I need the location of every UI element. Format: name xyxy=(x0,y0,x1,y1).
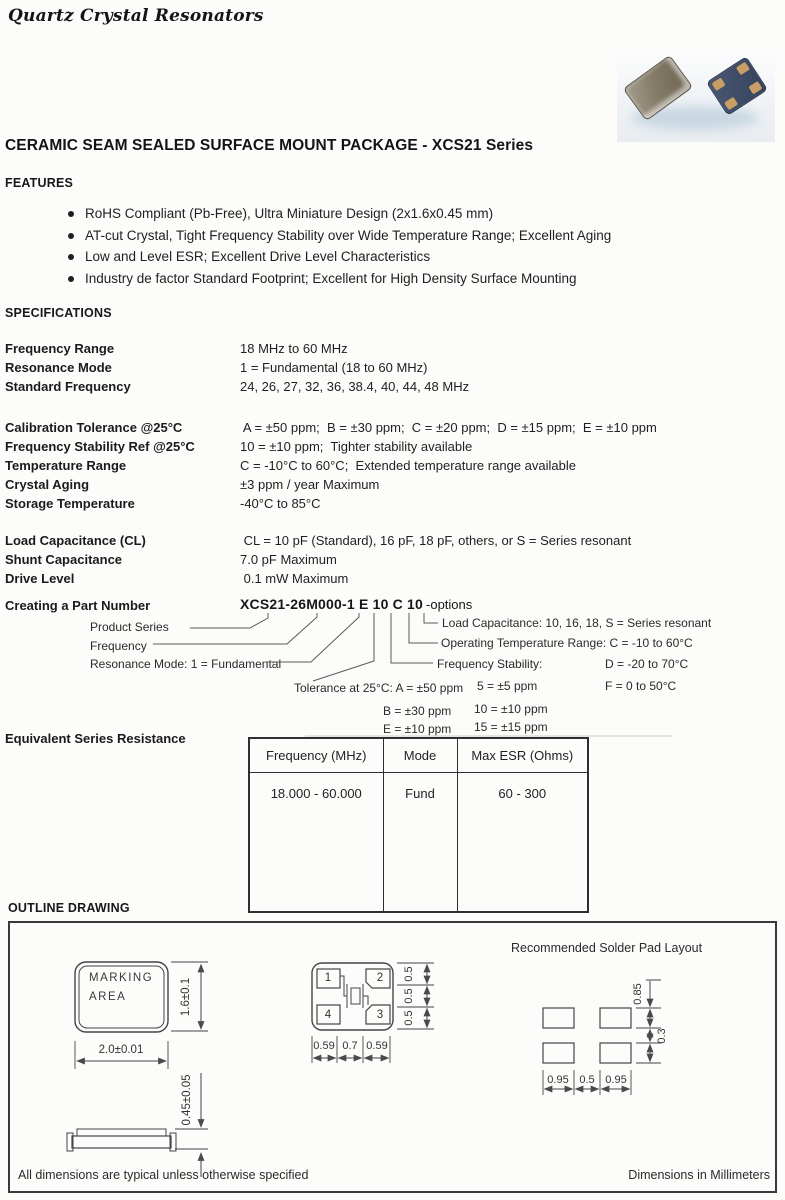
outline-footer-left: All dimensions are typical unless otherwise specified xyxy=(18,1168,309,1182)
features-heading: FEATURES xyxy=(5,176,74,190)
outline-footer-right: Dimensions in Millimeters xyxy=(628,1168,770,1182)
pn-label-op-temp-d: D = -20 to 70°C xyxy=(605,657,689,671)
chip-pad xyxy=(712,77,726,91)
part-number-code: XCS21-26M000-1 E 10 C 10 xyxy=(240,596,424,612)
pn-label-load-cap: Load Capacitance: 10, 16, 18, S = Series resonant xyxy=(442,616,712,630)
pn-label-resonance-mode: Resonance Mode: 1 = Fundamental xyxy=(90,657,282,671)
product-photo xyxy=(617,48,775,142)
spec-value: 24, 26, 27, 32, 36, 38.4, 40, 44, 48 MHz xyxy=(240,379,470,394)
spec-row xyxy=(5,531,657,550)
spec-value: C = -10°C to 60°C; Extended temperature range available xyxy=(240,458,576,473)
spec-row xyxy=(5,358,657,377)
pn-label-stability-15: 15 = ±15 ppm xyxy=(474,720,548,734)
esr-header-maxesr: Max ESR (Ohms) xyxy=(457,738,588,773)
pn-label-tolerance-b: B = ±30 ppm xyxy=(383,704,452,718)
spec-row xyxy=(5,418,657,437)
spec-label: Load Capacitance (CL) xyxy=(5,533,146,548)
pn-label-tolerance: Tolerance at 25°C: A = ±50 ppm xyxy=(294,681,464,695)
spec-label: Storage Temperature xyxy=(5,496,135,511)
esr-cell-frequency: 18.000 - 60.000 xyxy=(249,773,383,913)
spec-value: -40°C to 85°C xyxy=(240,496,321,511)
part-number xyxy=(240,596,472,612)
dim-solder-height: 0.85 xyxy=(632,983,644,1005)
spec-group xyxy=(5,531,657,588)
brand-title: Quartz Crystal Resonators xyxy=(8,6,264,26)
spec-label: Shunt Capacitance xyxy=(5,552,123,567)
dim-pad-w1: 0.59 xyxy=(313,1040,335,1052)
pn-label-stability-5: 5 = ±5 ppm xyxy=(477,679,538,693)
dim-solder-vgap: 0.3 xyxy=(656,1028,668,1044)
chip-pad xyxy=(748,81,762,95)
esr-header-frequency: Frequency (MHz) xyxy=(249,738,383,773)
pn-label-stability: Frequency Stability: xyxy=(437,657,543,671)
pn-label-frequency: Frequency xyxy=(90,639,147,653)
spec-value: A = ±50 ppm; B = ±30 ppm; C = ±20 ppm; D = ±15 ppm; E = ±10 ppm xyxy=(240,420,657,435)
specifications-list xyxy=(5,339,657,588)
dim-height: 1.6±0.1 xyxy=(180,977,192,1017)
dim-pad-gap: 0.7 xyxy=(342,1040,358,1052)
spec-row xyxy=(5,437,657,456)
spec-label: Calibration Tolerance @25°C xyxy=(5,420,183,435)
spec-row xyxy=(5,550,657,569)
dim-pad-h3: 0.5 xyxy=(403,1010,415,1026)
spec-row xyxy=(5,494,657,513)
pad-number-2: 2 xyxy=(376,972,384,984)
dim-pad-h2: 0.5 xyxy=(403,988,415,1004)
page-title: CERAMIC SEAM SEALED SURFACE MOUNT PACKAGE - XCS21 Series xyxy=(5,137,534,154)
dim-solder-w1: 0.95 xyxy=(547,1074,569,1086)
feature-item: AT-cut Crystal, Tight Frequency Stability over Wide Temperature Range; Excellent Aging xyxy=(85,225,725,247)
esr-header-row xyxy=(249,738,588,773)
spec-label: Resonance Mode xyxy=(5,360,112,375)
dim-pad-w2: 0.59 xyxy=(366,1040,388,1052)
dim-width: 2.0±0.01 xyxy=(98,1044,144,1056)
spec-row xyxy=(5,569,657,588)
pad-number-1: 1 xyxy=(324,972,332,984)
dim-solder-gap: 0.5 xyxy=(579,1074,595,1086)
feature-item: Industry de factor Standard Footprint; Excellent for High Density Surface Mounting xyxy=(85,268,725,290)
spec-row xyxy=(5,456,657,475)
esr-table xyxy=(248,737,589,913)
marking-area-line2: AREA xyxy=(89,991,127,1003)
spec-label: Frequency Stability Ref @25°C xyxy=(5,439,195,454)
esr-header-mode: Mode xyxy=(383,738,457,773)
part-number-options: -options xyxy=(426,597,473,612)
spec-value: 0.1 mW Maximum xyxy=(240,571,349,586)
spec-label: Temperature Range xyxy=(5,458,127,473)
spec-value: 1 = Fundamental (18 to 60 MHz) xyxy=(240,360,428,375)
pn-label-stability-10: 10 = ±10 ppm xyxy=(474,702,548,716)
spec-row xyxy=(5,475,657,494)
spec-value: CL = 10 pF (Standard), 16 pF, 18 pF, others, or S = Series resonant xyxy=(240,533,632,548)
solder-pad-layout-title: Recommended Solder Pad Layout xyxy=(511,941,703,955)
pn-label-product-series: Product Series xyxy=(90,620,169,634)
outline-heading: OUTLINE DRAWING xyxy=(8,901,130,915)
spec-value: 10 = ±10 ppm; Tighter stability available xyxy=(240,439,473,454)
pn-label-tolerance-e: E = ±10 ppm xyxy=(383,722,452,736)
feature-item: RoHS Compliant (Pb-Free), Ultra Miniature Design (2x1.6x0.45 mm) xyxy=(85,203,725,225)
marking-area-line1: MARKING xyxy=(89,972,154,984)
esr-cell-maxesr: 60 - 300 xyxy=(457,773,588,913)
spec-label: Crystal Aging xyxy=(5,477,90,492)
spec-value: 18 MHz to 60 MHz xyxy=(240,341,348,356)
pad-number-3: 3 xyxy=(376,1009,384,1021)
spec-row xyxy=(5,377,657,396)
feature-item: Low and Level ESR; Excellent Drive Level Characteristics xyxy=(85,246,725,268)
spec-value: ±3 ppm / year Maximum xyxy=(240,477,380,492)
specifications-heading: SPECIFICATIONS xyxy=(5,306,112,320)
spec-row xyxy=(5,339,657,358)
pn-label-op-temp-f: F = 0 to 50°C xyxy=(605,679,677,693)
esr-data-row xyxy=(249,773,588,913)
features-list xyxy=(85,203,725,289)
spec-label: Standard Frequency xyxy=(5,379,131,394)
dim-thickness: 0.45±0.05 xyxy=(181,1074,193,1126)
spec-group xyxy=(5,339,657,396)
spec-group xyxy=(5,418,657,513)
chip-pad xyxy=(724,97,738,111)
spec-value: 7.0 pF Maximum xyxy=(240,552,337,567)
chip-pad xyxy=(736,62,750,76)
pad-number-4: 4 xyxy=(324,1009,332,1021)
dim-solder-w2: 0.95 xyxy=(605,1074,627,1086)
part-number-heading: Creating a Part Number xyxy=(5,598,151,613)
dim-pad-h1: 0.5 xyxy=(403,966,415,982)
spec-label: Frequency Range xyxy=(5,341,115,356)
spec-label: Drive Level xyxy=(5,571,75,586)
esr-heading: Equivalent Series Resistance xyxy=(5,731,186,746)
outline-drawing-box xyxy=(8,921,777,1193)
esr-cell-mode: Fund xyxy=(383,773,457,913)
pn-label-op-temp: Operating Temperature Range: C = -10 to 60°C xyxy=(441,636,693,650)
